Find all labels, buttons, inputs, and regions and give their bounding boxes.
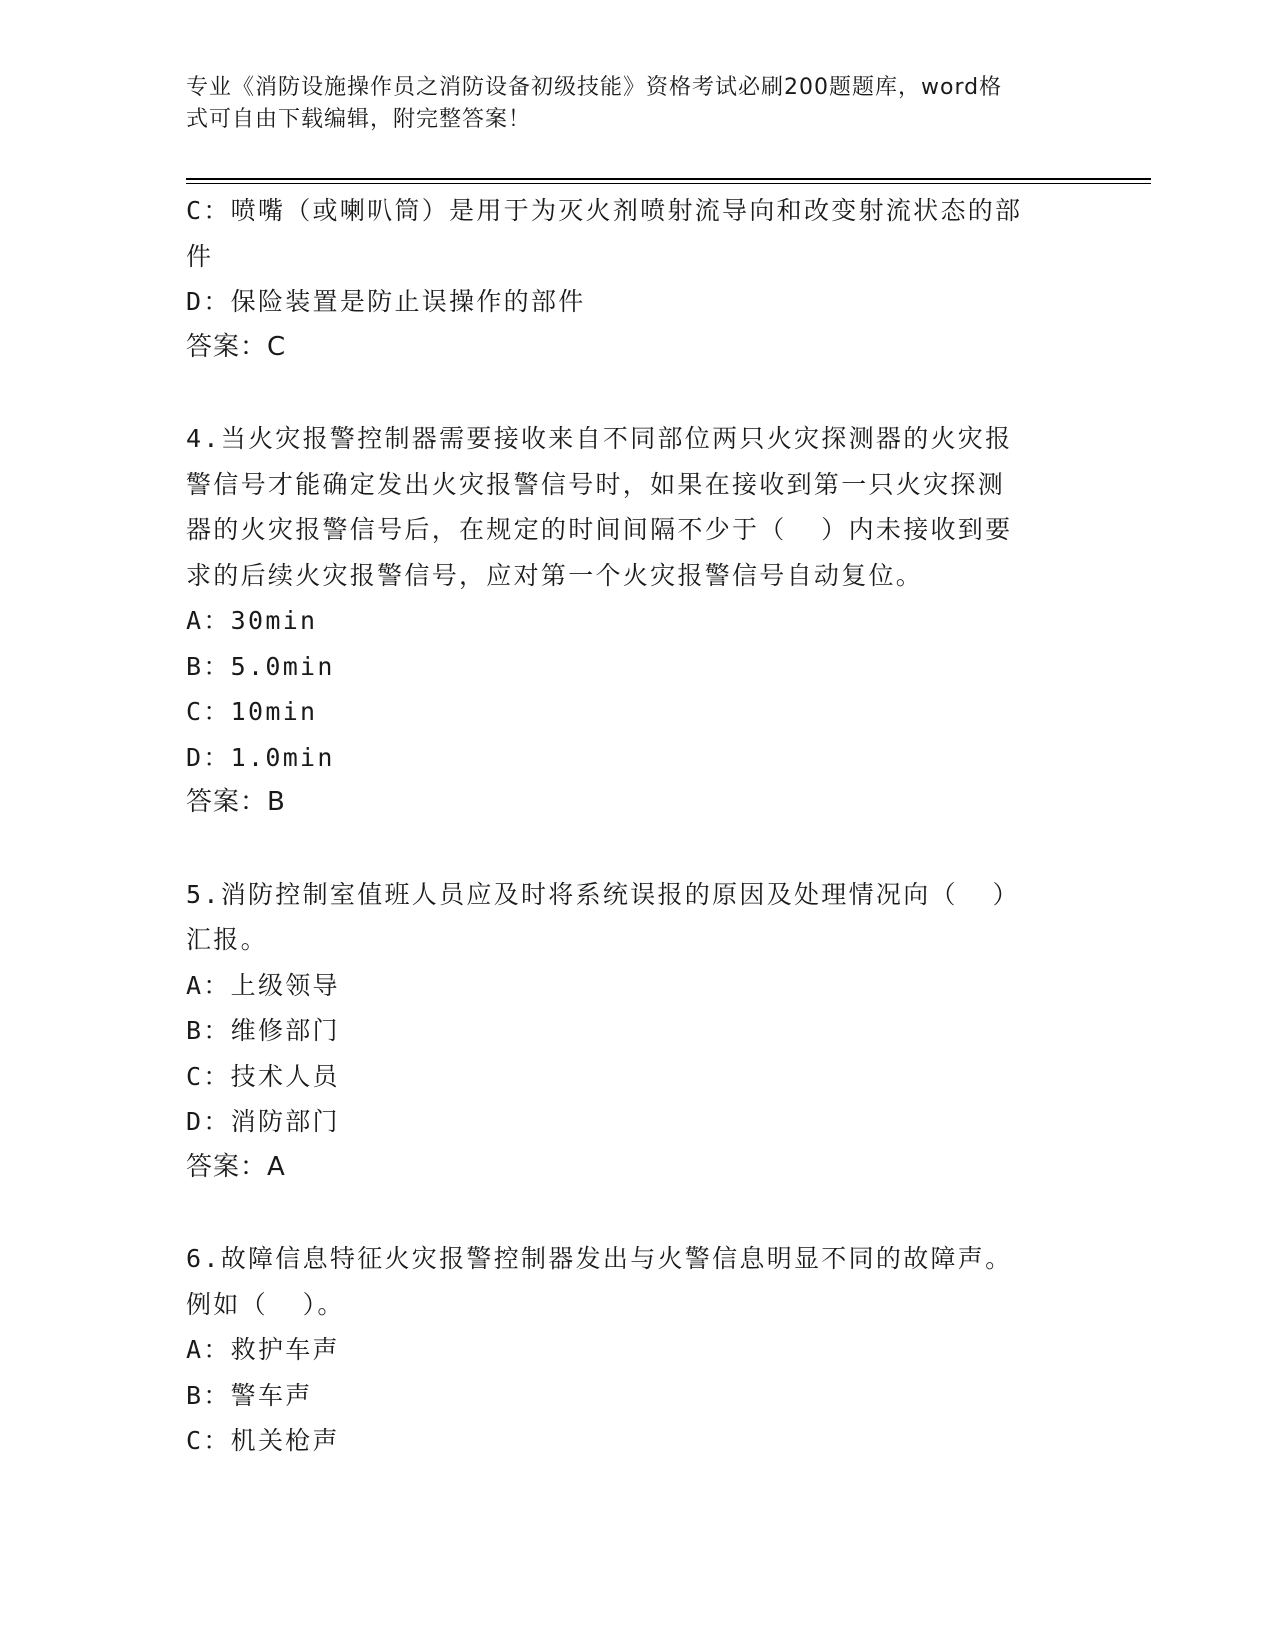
question-stem-line: 警信号才能确定发出火灾报警信号时，如果在接收到第一只火灾探测 xyxy=(186,469,1006,499)
option-c: C：机关枪声 xyxy=(186,1426,340,1455)
question-list xyxy=(186,188,1086,1464)
question-stem-line: 器的火灾报警信号后，在规定的时间间隔不少于（ ）内未接收到要 xyxy=(186,515,1013,544)
answer: 答案：A xyxy=(186,1151,286,1182)
spacer xyxy=(186,370,1086,416)
question-5 xyxy=(186,872,1086,1191)
question-stem-line: 求的后续火灾报警信号，应对第一个火灾报警信号自动复位。 xyxy=(186,560,924,590)
option-c-continued: 件 xyxy=(186,241,214,271)
option-b: B：维修部门 xyxy=(186,1016,340,1045)
header-divider-thin xyxy=(186,183,1151,184)
answer: 答案：B xyxy=(186,787,286,817)
header-divider-thick xyxy=(186,178,1151,180)
option-a: A：30min xyxy=(186,606,318,635)
option-b: B：警车声 xyxy=(186,1380,313,1410)
question-6 xyxy=(186,1236,1086,1464)
option-d: D：消防部门 xyxy=(186,1107,340,1136)
answer: 答案：C xyxy=(186,331,287,362)
header-line-1: 专业《消防设施操作员之消防设备初级技能》资格考试必刷200题题库，word格 xyxy=(186,75,1003,100)
spacer xyxy=(186,1190,1086,1236)
option-b: B：5.0min xyxy=(186,651,335,681)
question-4 xyxy=(186,416,1086,826)
header-line-2: 式可自由下载编辑，附完整答案！ xyxy=(186,107,532,132)
question-stem-line: 5.消防控制室值班人员应及时将系统误报的原因及处理情况向（ ） xyxy=(186,879,1020,909)
document-header xyxy=(186,72,1066,136)
option-c: C：喷嘴（或喇叭筒）是用于为灭火剂喷射流导向和改变射流状态的部 xyxy=(186,196,1023,225)
question-3-tail xyxy=(186,188,1086,370)
question-stem-line: 6.故障信息特征火灾报警控制器发出与火警信息明显不同的故障声。 xyxy=(186,1244,1013,1273)
question-stem-line: 汇报。 xyxy=(186,925,268,954)
question-stem-line: 例如（ ）。 xyxy=(186,1289,345,1319)
spacer xyxy=(186,826,1086,872)
option-d: D：1.0min xyxy=(186,742,335,772)
option-a: A：救护车声 xyxy=(186,1335,340,1364)
option-a: A：上级领导 xyxy=(186,970,340,1000)
option-c: C：10min xyxy=(186,697,318,726)
option-d: D：保险装置是防止误操作的部件 xyxy=(186,287,586,316)
question-stem-line: 4.当火灾报警控制器需要接收来自不同部位两只火灾探测器的火灾报 xyxy=(186,424,1013,453)
option-c: C：技术人员 xyxy=(186,1061,340,1091)
